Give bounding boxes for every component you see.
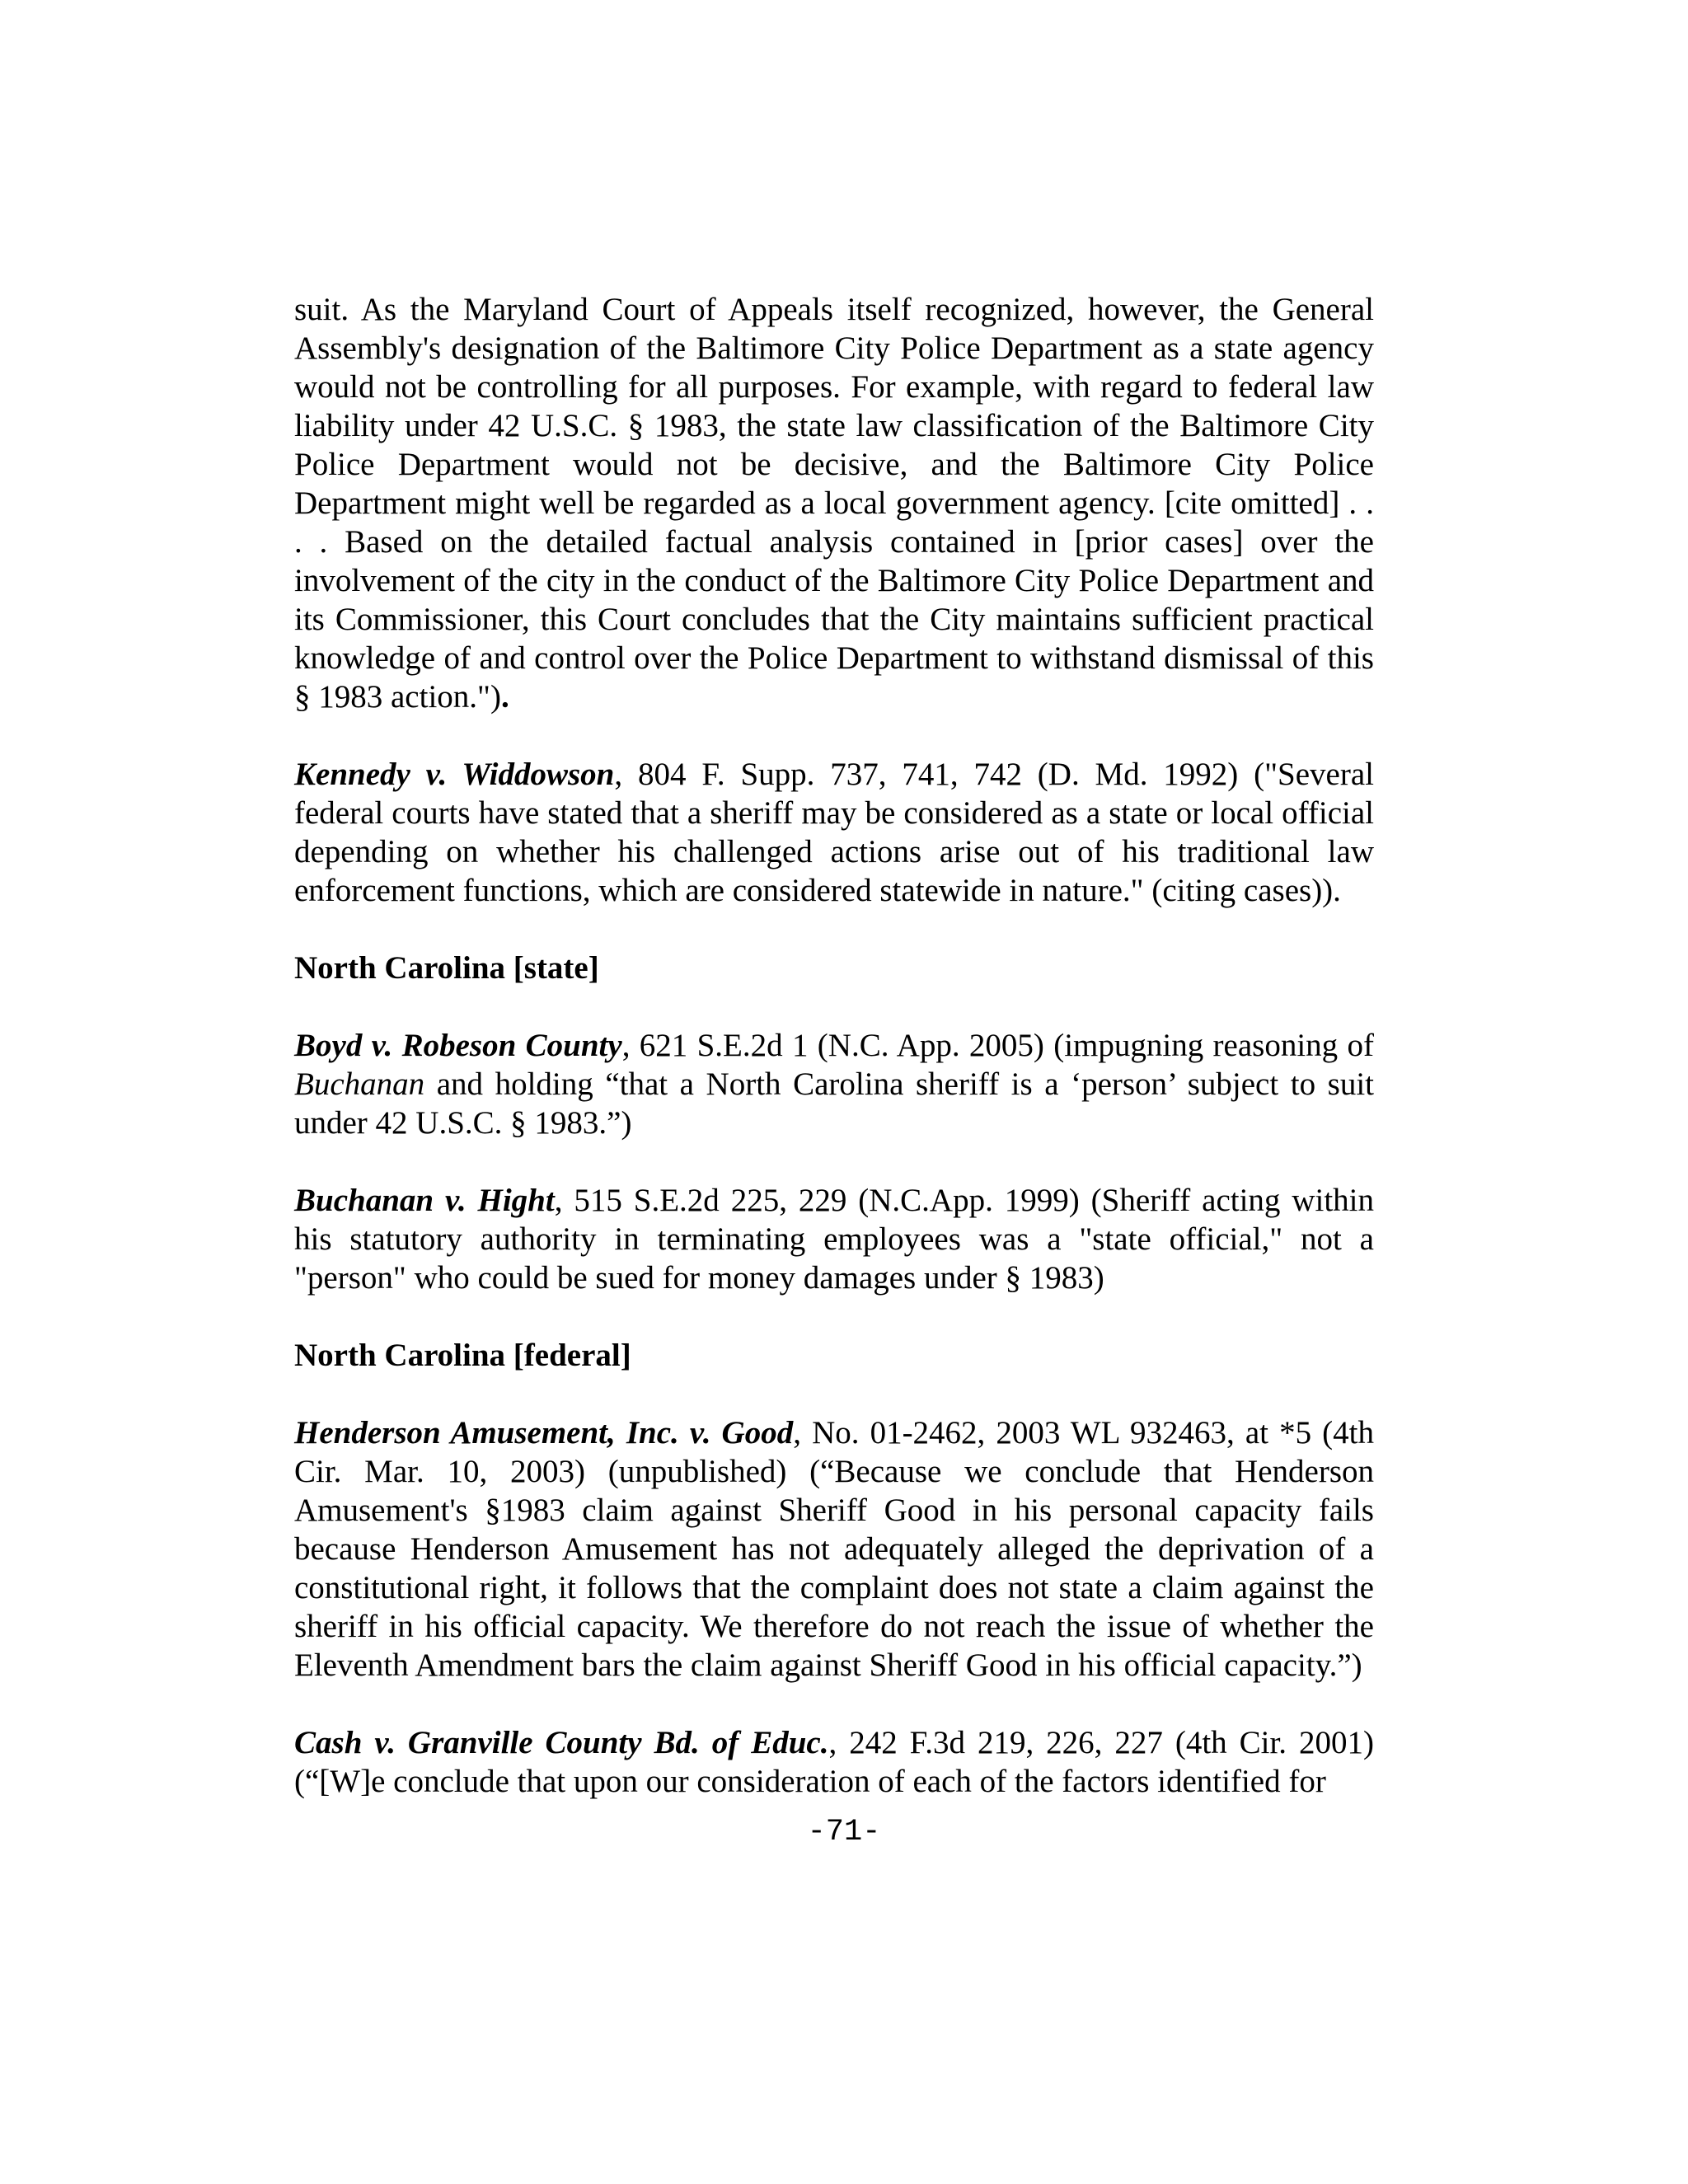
case-name: Boyd v. Robeson County — [294, 1028, 622, 1063]
heading-text: North Carolina [federal] — [294, 1338, 631, 1373]
citation-text-cont: and holding “that a North Carolina sheriff is a ‘person’ subject to suit under 42 U.S.C. § 1983.”) — [294, 1066, 1374, 1141]
citation-text: , 515 S.E.2d 225, 229 (N.C.App. 1999) (Sheriff acting within his statutory authority in terminating employees was a "state official," not a "person" who could be sued for money damages under § 1983) — [294, 1183, 1374, 1296]
heading-text: North Carolina [state] — [294, 950, 599, 986]
page-number: -71- — [807, 1815, 881, 1849]
citation-text: , No. 01-2462, 2003 WL 932463, at *5 (4th Cir. Mar. 10, 2003) (unpublished) (“Because we conclude that Henderson Amusement's §1983 claim against Sheriff Good in his personal capacity fails because Henderson Amusement has not adequately alleged the deprivation of a constitutional right, it follows that the complaint does not state a claim against the sheriff in his official capacity. We therefore do not reach the issue of whether the Eleventh Amendment bars the claim against Sheriff Good in his official capacity.”) — [294, 1415, 1374, 1683]
case-reference: Buchanan — [294, 1066, 425, 1102]
document-body — [294, 290, 1374, 1801]
paragraph-cash — [294, 1723, 1374, 1801]
citation-text: , 621 S.E.2d 1 (N.C. App. 2005) (impugning reasoning of — [621, 1028, 1375, 1063]
paragraph-text: suit. As the Maryland Court of Appeals itself recognized, however, the General Assembly's designation of the Baltimore City Police Department as a state agency would not be controlling for all purposes. For example, with regard to federal law liability under 42 U.S.C. § 1983, the state law classification of the Baltimore City Police Department would not be decisive, and the Baltimore City Police Department might well be regarded as a local government agency. [cite omitted] . . . . Based on the detailed factual analysis contained in [prior cases] over the involvement of the city in the conduct of the Baltimore City Police Department and its Commissioner, this Court concludes that the City maintains sufficient practical knowledge of and control over the Police Department to withstand dismissal of this § 1983 action.") — [294, 292, 1374, 715]
paragraph-henderson — [294, 1413, 1374, 1685]
paragraph-buchanan — [294, 1181, 1374, 1297]
case-name: Henderson Amusement, Inc. v. Good — [294, 1415, 794, 1451]
case-name: Kennedy v. Widdowson — [294, 757, 615, 792]
paragraph-boyd — [294, 1026, 1374, 1142]
paragraph-kennedy — [294, 755, 1374, 910]
paragraph-end-mark: . — [500, 679, 509, 715]
section-heading-north-carolina-federal — [294, 1336, 1374, 1375]
citation-text: , 242 F.3d 219, 226, 227 (4th Cir. 2001) (“[W]e conclude that upon our consideration of each of the factors identified for — [294, 1725, 1375, 1799]
section-heading-north-carolina-state — [294, 949, 1374, 987]
paragraph-maryland-continuation — [294, 290, 1374, 716]
case-name: Buchanan v. Hight — [294, 1183, 555, 1218]
case-name: Cash v. Granville County Bd. of Educ. — [294, 1725, 829, 1760]
citation-text: , 804 F. Supp. 737, 741, 742 (D. Md. 1992) ("Several federal courts have stated that a sheriff may be considered as a state or local official depending on whether his challenged actions arise out of his traditional law enforcement functions, which are considered statewide in nature." (citing cases)). — [294, 757, 1374, 908]
